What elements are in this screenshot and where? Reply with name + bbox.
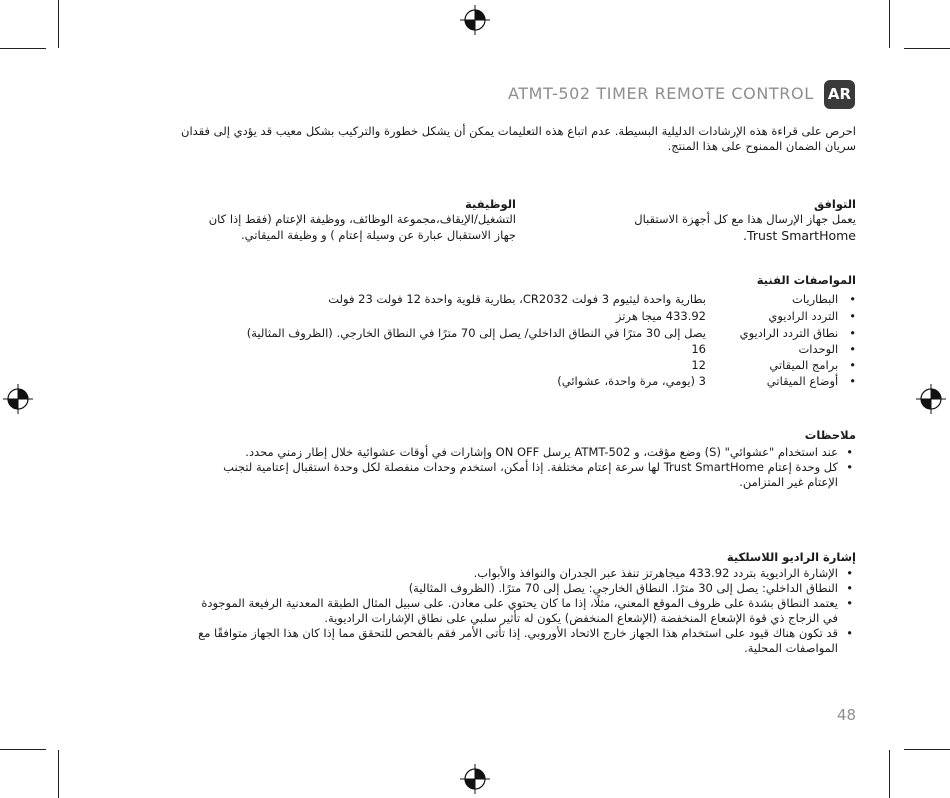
- language-badge: AR: [824, 80, 855, 109]
- spec-label: • التردد الراديوي: [768, 309, 856, 323]
- registration-mark-icon: [916, 384, 946, 414]
- registration-mark-icon: [3, 384, 33, 414]
- compatibility-heading: التوافق: [813, 197, 856, 211]
- spec-label: • أوضاع الميقاتي: [766, 374, 856, 388]
- compatibility-line: يعمل جهاز الإرسال هذا مع كل أجهزة الاستقبال: [634, 212, 856, 226]
- note-item: • عند استخدام "عشوائي" (S) وضع مؤقت، و ATMT-502 يرسل ON OFF وإشارات في أوقات عشوائية خلال إطار زمني محدد.: [220, 445, 856, 460]
- radio-item: • الإشارة الراديوية بتردد 433.92 ميجاهرتز تنفذ عبر الجدران والنوافذ والأبواب.: [196, 566, 856, 581]
- radio-item: • قد تكون هناك قيود على استخدام هذا الجهاز خارج الاتحاد الأوروبي. إذا تأتى الأمر فقم بالفحص للتحقق مما إذا كان هذا الجهاز متوافقًا مع المواصفات المحلية.: [196, 626, 856, 656]
- notes-list: [220, 445, 856, 490]
- spec-label: • البطاريات: [792, 292, 856, 306]
- crop-mark: [0, 48, 46, 49]
- spec-row: [150, 292, 856, 307]
- crop-mark: [889, 0, 890, 48]
- spec-value: 433.92 ميجا هرتز: [615, 309, 706, 323]
- functionality-line: جهاز الاستقبال عبارة عن وسيلة إعتام ) و وظيفة الميقاتي.: [241, 228, 516, 242]
- spec-row: [150, 309, 856, 324]
- crop-mark: [58, 750, 59, 798]
- spec-row: [150, 374, 856, 389]
- page-number: 48: [837, 706, 857, 724]
- radio-list: [196, 566, 856, 656]
- notes-heading: ملاحظات: [804, 428, 856, 442]
- note-item: • كل وحدة إعتام Trust SmartHome لها سرعة إعتام مختلفة. إذا أمكن، استخدم وحدات منفصلة لكل وحدة استقبال إعتامية لتجنب الإعتام غير المتزامن.: [220, 460, 856, 490]
- spec-value: يصل إلى 30 مترًا في النطاق الداخلي/ يصل إلى 70 مترًا في النطاق الخارجي. (الظروف المثالية): [246, 326, 706, 340]
- crop-mark: [889, 750, 890, 798]
- radio-item: • يعتمد النطاق بشدة على ظروف الموقع المعني، مثلًا، إذا ما كان يحتوي على معادن. على سبيل المثال الطبقة المعدنية الرفيعة الموجودة في الزجاج ذي قوة الإشعاع المنخفضة (الإشعاع المنخفض) يكون له تأثير سلبي على نطاق الإشارات الراديوية.: [196, 596, 856, 626]
- crop-mark: [904, 48, 950, 49]
- radio-heading: إشارة الراديو اللاسلكية: [726, 550, 856, 564]
- spec-label: • الوحدات: [798, 342, 856, 356]
- functionality-heading: الوظيفية: [465, 197, 516, 211]
- specs-heading: المواصفات الفنية: [756, 273, 856, 287]
- crop-mark: [0, 749, 46, 750]
- spec-value: بطارية واحدة ليثيوم 3 فولت CR2032، بطارية قلوية واحدة 12 فولت 23 فولت: [328, 292, 706, 306]
- registration-mark-icon: [460, 5, 490, 35]
- spec-row: [150, 326, 856, 341]
- compatibility-brand: Trust SmartHome.: [743, 228, 856, 243]
- crop-mark: [904, 749, 950, 750]
- intro-paragraph: احرص على قراءة هذه الإرشادات الدليلية البسيطة. عدم اتباع هذه التعليمات يمكن أن يشكل خطورة والتركيب بشكل معيب قد يؤدي إلى فقدان سريان الضمان الممنوح على هذا المنتج.: [181, 124, 856, 153]
- spec-value: 3 (يومي، مرة واحدة، عشوائي): [557, 374, 706, 388]
- spec-row: [150, 358, 856, 373]
- spec-value: 12: [691, 358, 706, 372]
- spec-value: 16: [691, 342, 706, 356]
- document-title: ATMT-502 TIMER REMOTE CONTROL: [508, 84, 814, 103]
- functionality-line: التشغيل/الإيقاف،مجموعة الوظائف، ووظيفة الإعتام (فقط إذا كان: [208, 212, 516, 226]
- radio-item: • النطاق الداخلي: يصل إلى 30 مترًا. النطاق الخارجي: يصل إلى 70 مترًا. (الظروف المثالية): [196, 581, 856, 596]
- spec-label: • نطاق التردد الراديوي: [739, 326, 856, 340]
- registration-mark-icon: [460, 764, 490, 794]
- spec-row: [150, 342, 856, 357]
- crop-mark: [58, 0, 59, 48]
- spec-label: • برامج الميقاتي: [769, 358, 856, 372]
